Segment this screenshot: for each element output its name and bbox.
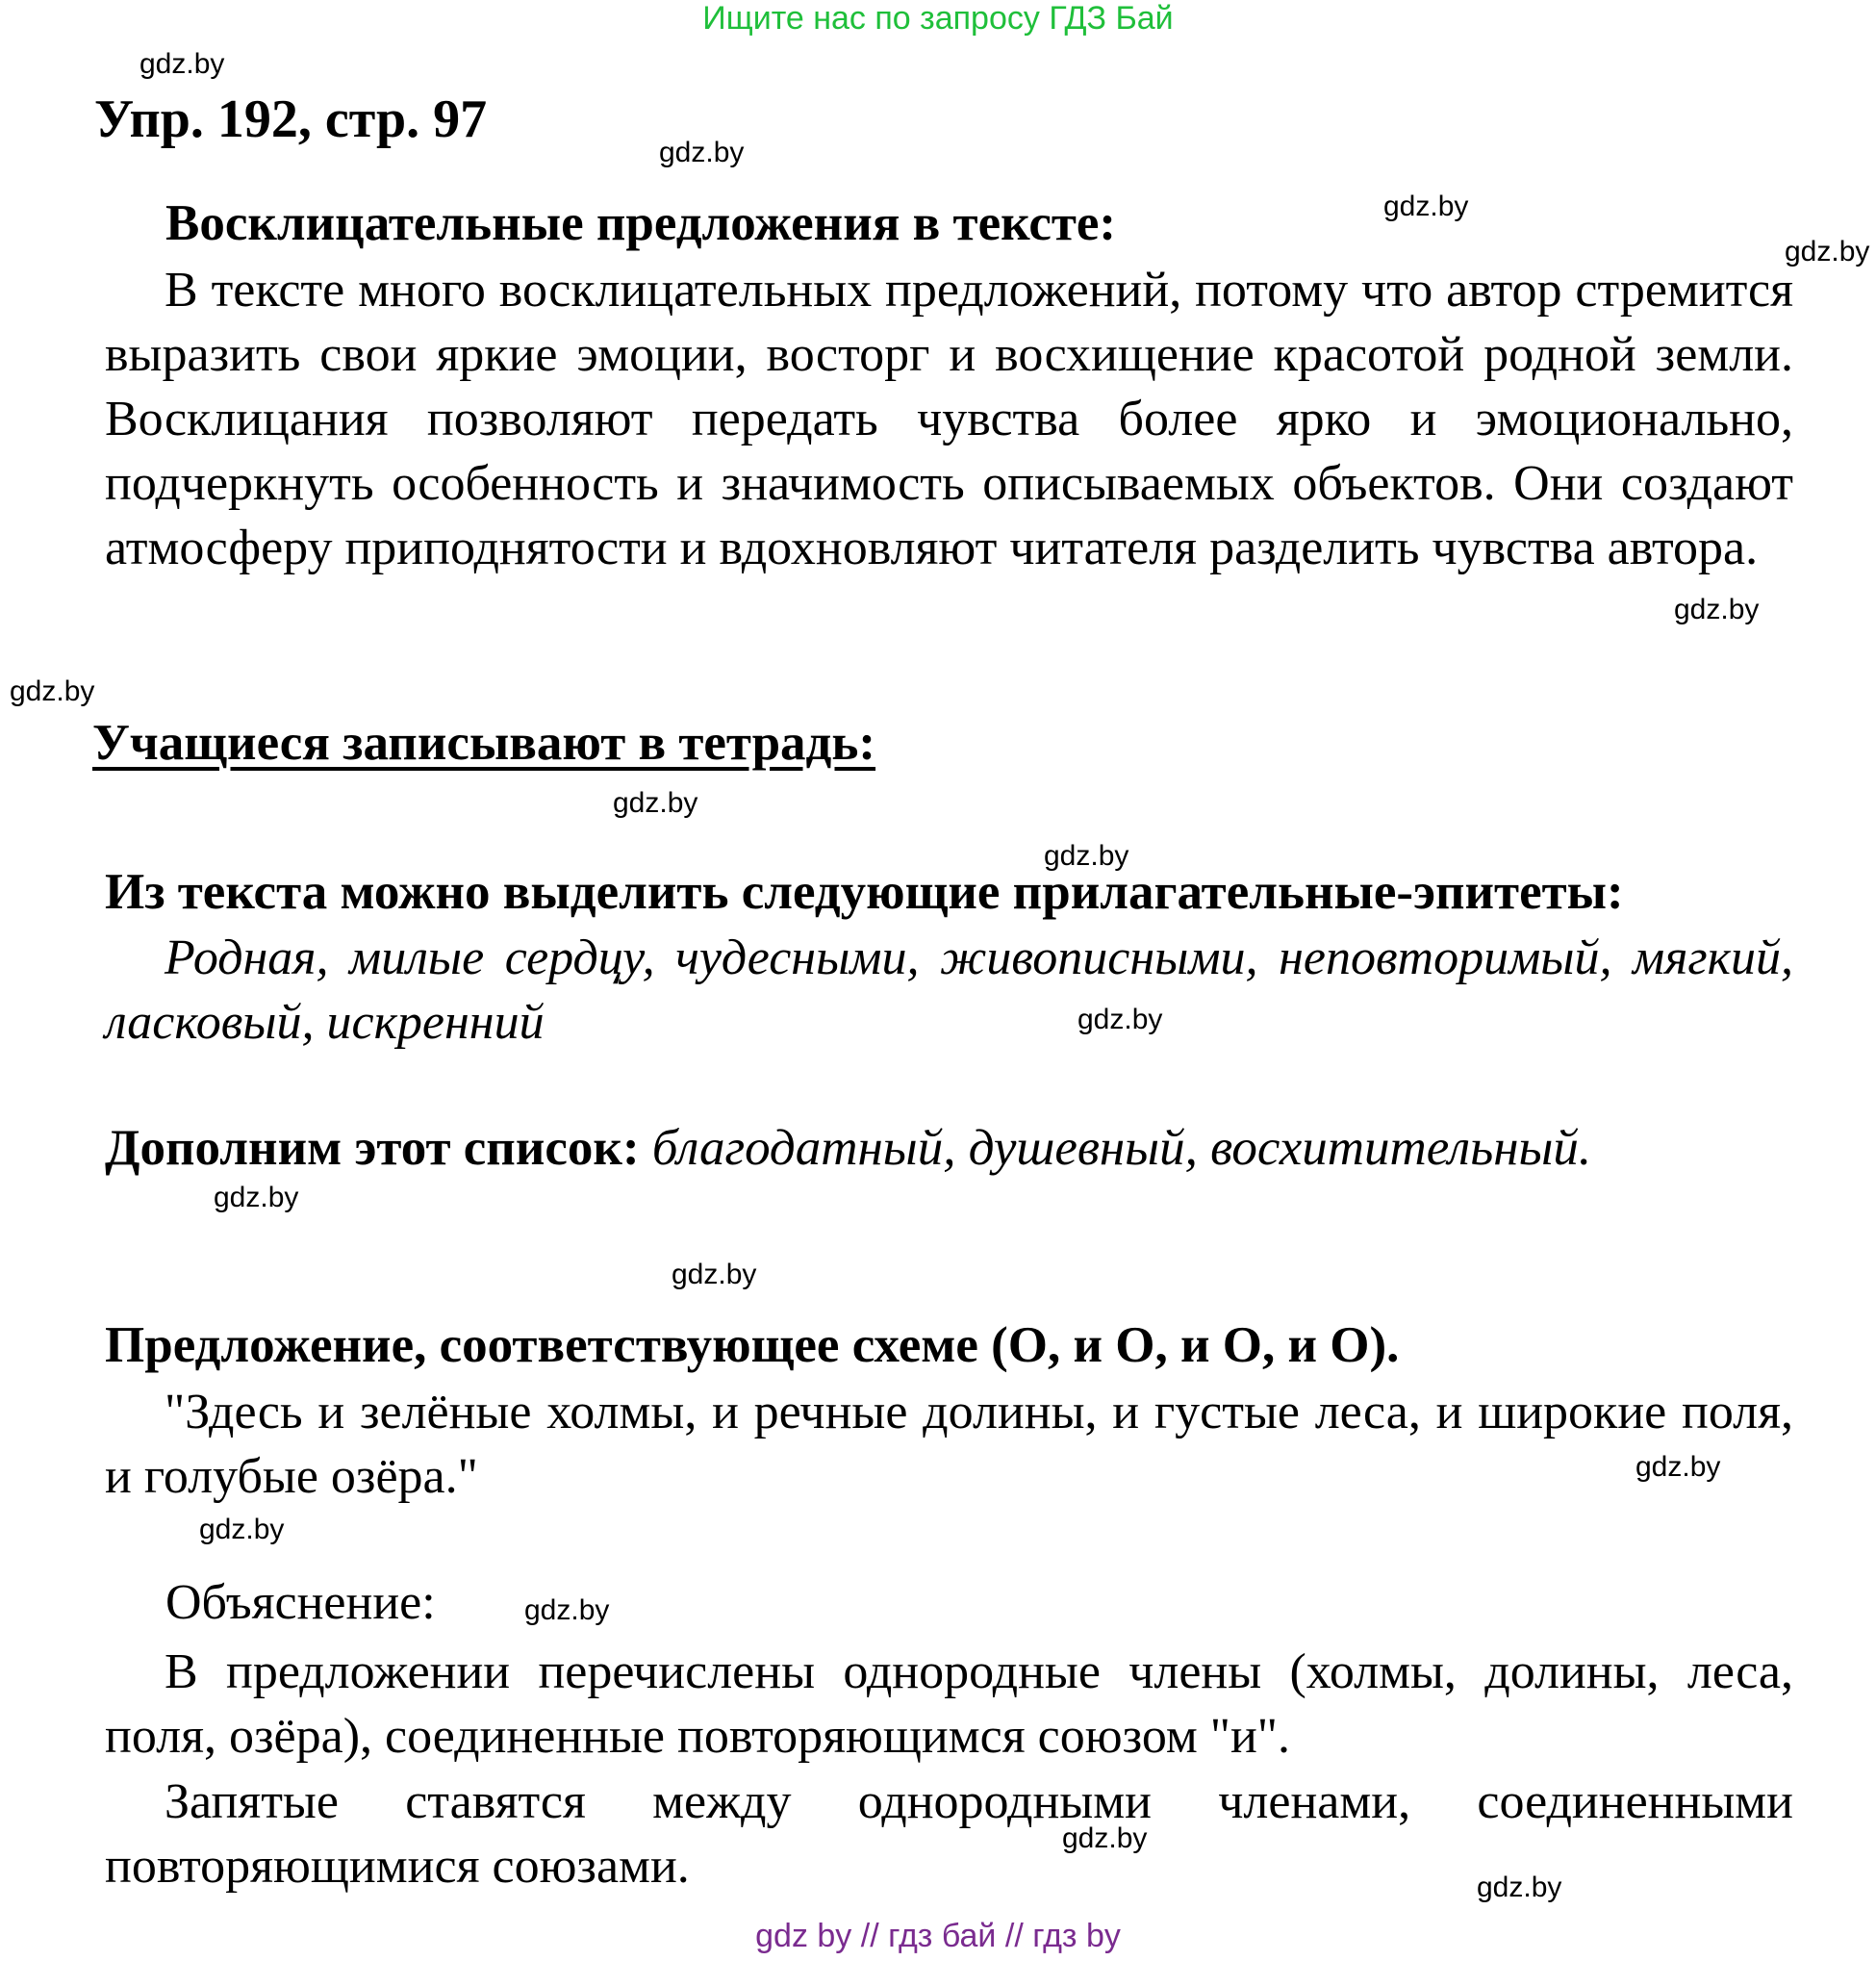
supplement-label: Дополним этот список: bbox=[105, 1120, 640, 1176]
quoted-sentence: "Здесь и зелёные холмы, и речные долины, и густые леса, и широкие поля, и голубые озёра." bbox=[105, 1385, 1793, 1504]
watermark: gdz.by bbox=[199, 1514, 285, 1545]
watermark: gdz.by bbox=[613, 787, 698, 819]
watermark: gdz.by bbox=[10, 675, 95, 707]
supplement-words: благодатный, душевный, восхитительный. bbox=[651, 1120, 1592, 1176]
paragraph-exclamatory-explanation: В тексте много восклицательных предложений, потому что автор стремится выразить свои яркие эмоции, восторг и восхищение красотой родной земли. Восклицания позволяют передать чувства более ярко и эмоционально, подчеркнуть особенность и значимость описываемых объектов. Они создают атмосферу приподнятости и вдохновляют читателя разделить чувства автора. bbox=[105, 263, 1793, 575]
footer-links: gdz by // гдз бай // гдз by bbox=[755, 1918, 1121, 1954]
watermark: gdz.by bbox=[659, 137, 745, 168]
watermark: gdz.by bbox=[1674, 594, 1760, 625]
watermark: gdz.by bbox=[1062, 1822, 1148, 1854]
explanation-paragraph-2: Запятые ставятся между однородными членами, соединенными повторяющимися союзами. bbox=[105, 1774, 1793, 1894]
watermark: gdz.by bbox=[214, 1182, 299, 1213]
exercise-title: Упр. 192, стр. 97 bbox=[94, 89, 488, 149]
watermark: gdz.by bbox=[1785, 236, 1870, 267]
watermark: gdz.by bbox=[524, 1594, 610, 1626]
section-heading-scheme: Предложение, соответствующее схеме (О, и О, и О, и О). bbox=[105, 1317, 1400, 1373]
students-write-heading: Учащиеся записывают в тетрадь: bbox=[92, 715, 876, 771]
watermark: gdz.by bbox=[1383, 191, 1469, 222]
watermark: gdz.by bbox=[1477, 1872, 1562, 1903]
explanation-paragraph-1: В предложении перечислены однородные члены (холмы, долины, леса, поля, озёра), соединенные повторяющимся союзом "и". bbox=[105, 1644, 1793, 1764]
watermark: gdz.by bbox=[1044, 840, 1129, 872]
paragraph-epithets-list: Родная, милые сердцу, чудесными, живописными, неповторимый, мягкий, ласковый, искренний bbox=[105, 930, 1793, 1050]
supplement-line bbox=[105, 1119, 1591, 1177]
section-heading-exclamatory: Восклицательные предложения в тексте: bbox=[165, 195, 1117, 251]
explanation-label: Объяснение: bbox=[165, 1575, 436, 1630]
search-banner: Ищите нас по запросу ГДЗ Бай bbox=[702, 0, 1174, 37]
watermark: gdz.by bbox=[1077, 1004, 1163, 1035]
watermark: gdz.by bbox=[1635, 1451, 1721, 1483]
watermark: gdz.by bbox=[672, 1259, 757, 1290]
watermark: gdz.by bbox=[139, 48, 225, 80]
section-heading-epithets: Из текста можно выделить следующие прилагательные-эпитеты: bbox=[105, 864, 1624, 920]
